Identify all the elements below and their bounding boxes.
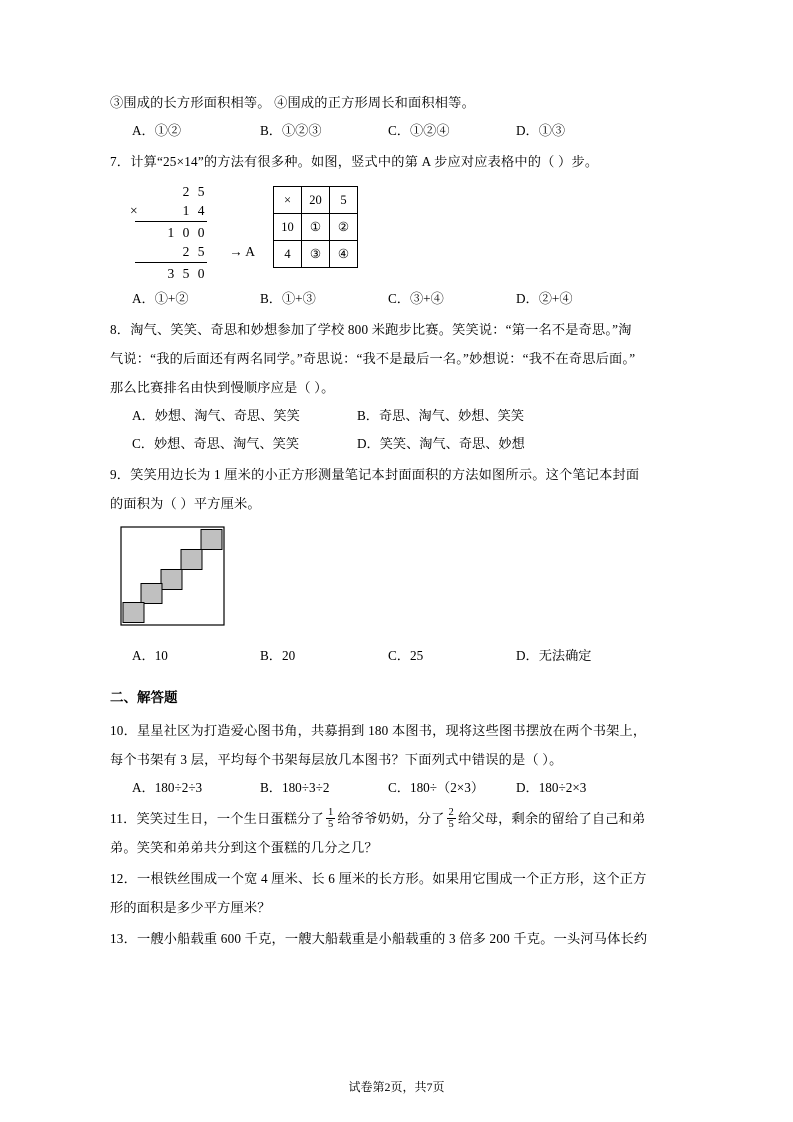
question-11 (110, 804, 685, 833)
question-7-number: 7． (110, 154, 131, 169)
question-9-number: 9． (110, 467, 131, 482)
option-a[interactable]: A．妙想、淘气、奇思、笑笑 (132, 408, 300, 423)
notebook-measure-diagram (120, 526, 230, 631)
cell-r2c0: 4 (274, 241, 302, 268)
option-c[interactable]: C．180÷（2×3） (388, 780, 485, 795)
vm-rule-2 (135, 262, 207, 263)
table-row (274, 187, 358, 214)
question-6-stem-tail: ③围成的长方形面积相等。 ④围成的正方形周长和面积相等。 (110, 95, 475, 110)
option-a[interactable]: A．180÷2÷3 (132, 780, 203, 795)
question-8 (110, 315, 685, 344)
vm-line-4 (126, 242, 255, 261)
numerator: 2 (448, 806, 454, 818)
option-c[interactable]: C．③+④ (388, 291, 444, 306)
question-8-line-2: 气说：“我的后面还有两名同学。”奇思说：“我不是最后一名。”妙想说：“我不在奇思后面。” (110, 351, 636, 366)
vertical-multiplication (126, 182, 255, 283)
question-9-line-1: 笑笑用边长为 1 厘米的小正方形测量笔记本封面面积的方法如图所示。这个笔记本封面 (130, 467, 640, 482)
option-b[interactable]: B．奇思、淘气、妙想、笑笑 (357, 408, 525, 423)
question-8-line-3: 那么比赛排名由快到慢顺序应是（ ）。 (110, 380, 335, 395)
option-c[interactable]: C．①②④ (388, 123, 450, 138)
option-d[interactable]: D．①③ (516, 123, 566, 138)
cell-r2c1: ③ (302, 241, 330, 268)
vm-line-5: 3 5 0 (167, 266, 207, 281)
option-b[interactable]: B．180÷3÷2 (260, 780, 330, 795)
question-7-options (110, 285, 685, 313)
vm-line-2 (126, 201, 231, 220)
question-10-number: 10． (110, 723, 137, 738)
multiply-sign: × (130, 203, 138, 218)
option-b[interactable]: B．20 (260, 648, 296, 663)
option-d[interactable]: D．无法确定 (516, 648, 592, 663)
question-10-options (110, 774, 685, 802)
question-9-figure (120, 526, 685, 636)
question-8-options-row-1 (110, 402, 685, 430)
question-13 (110, 924, 685, 953)
question-7 (110, 147, 685, 176)
question-13-number: 13． (110, 931, 137, 946)
option-b[interactable]: B．①②③ (260, 123, 322, 138)
option-c[interactable]: C．25 (388, 648, 424, 663)
cell-r1c1: ① (302, 214, 330, 241)
option-d[interactable]: D．180÷2×3 (516, 780, 587, 795)
question-11-number: 11． (110, 811, 137, 826)
question-9-line-2: 的面积为（ ）平方厘米。 (110, 496, 261, 511)
vm-line-1: 2 5 (182, 184, 207, 199)
question-7-table (273, 186, 358, 268)
cell-r1c2: ② (330, 214, 358, 241)
vm-multiplier: 1 4 (182, 203, 207, 218)
option-a[interactable]: A．10 (132, 648, 168, 663)
table-row (274, 214, 358, 241)
cell-r1c0: 10 (274, 214, 302, 241)
table-row (274, 241, 358, 268)
cell-r0c0: × (274, 187, 302, 214)
page-footer: 试卷第2页，共7页 (348, 1080, 445, 1094)
question-11-line-2: 弟。笑笑和弟弟共分到这个蛋糕的几分之几？ (110, 840, 378, 855)
question-12-line-1: 一根铁丝围成一个宽 4 厘米、长 6 厘米的长方形。如果用它围成一个正方形，这个正方 (136, 871, 647, 886)
question-10 (110, 716, 685, 745)
denominator: 5 (448, 819, 454, 831)
question-9-options (110, 642, 685, 670)
question-12-number: 12． (110, 871, 137, 886)
cell-r0c1: 20 (302, 187, 330, 214)
question-8-options-row-2 (110, 430, 685, 458)
vm-rule-1 (135, 221, 207, 222)
question-10-line-2: 每个书架有 3 层，平均每个书架每层放几本图书？下面列式中错误的是（ ）。 (110, 752, 563, 767)
page-content (110, 88, 685, 953)
question-10-line-1: 星星社区为打造爱心图书角，共募捐到 180 本图书，现将这些图书摆放在两个书架上， (136, 723, 647, 738)
question-12-line-2: 形的面积是多少平方厘米？ (110, 900, 271, 915)
question-11-text-a: 笑笑过生日，一个生日蛋糕分了 (136, 811, 324, 826)
question-11-text-b: 给爷爷奶奶，分了 (337, 811, 445, 826)
step-a-arrow: → A (229, 244, 255, 259)
option-c[interactable]: C．妙想、奇思、淘气、笑笑 (132, 436, 300, 451)
option-b[interactable]: B．①+③ (260, 291, 316, 306)
option-a[interactable]: A．①② (132, 123, 182, 138)
question-7-text: 计算“25×14”的方法有很多种。如图，竖式中的第 A 步应对应表格中的（ ）步。 (130, 154, 599, 169)
vm-partial-2: 2 5 (182, 244, 207, 259)
option-a[interactable]: A．①+② (132, 291, 189, 306)
option-d[interactable]: D．笑笑、淘气、奇思、妙想 (357, 436, 525, 451)
denominator: 5 (327, 819, 334, 831)
option-d[interactable]: D．②+④ (516, 291, 573, 306)
fraction-two-fifths (447, 807, 456, 831)
question-6-options (110, 117, 685, 145)
question-11-text-c: 给父母，剩余的留给了自己和弟 (457, 811, 646, 826)
question-13-line-1: 一艘小船载重 600 千克，一艘大船载重是小船载重的 3 倍多 200 千克。一头河马体长约 (136, 931, 648, 946)
numerator: 1 (327, 806, 334, 818)
cell-r2c2: ④ (330, 241, 358, 268)
cell-r0c2: 5 (330, 187, 358, 214)
fraction-one-fifth (326, 807, 335, 831)
question-9 (110, 460, 685, 489)
question-8-number: 8． (110, 322, 131, 337)
question-7-figure (110, 182, 685, 283)
section-title-2: 二、解答题 (110, 690, 178, 705)
vm-line-3: 1 0 0 (167, 225, 207, 240)
question-12 (110, 864, 685, 893)
question-8-line-1: 淘气、笑笑、奇思和妙想参加了学校 800 米跑步比赛。笑笑说：“第一名不是奇思。”淘 (130, 322, 632, 337)
